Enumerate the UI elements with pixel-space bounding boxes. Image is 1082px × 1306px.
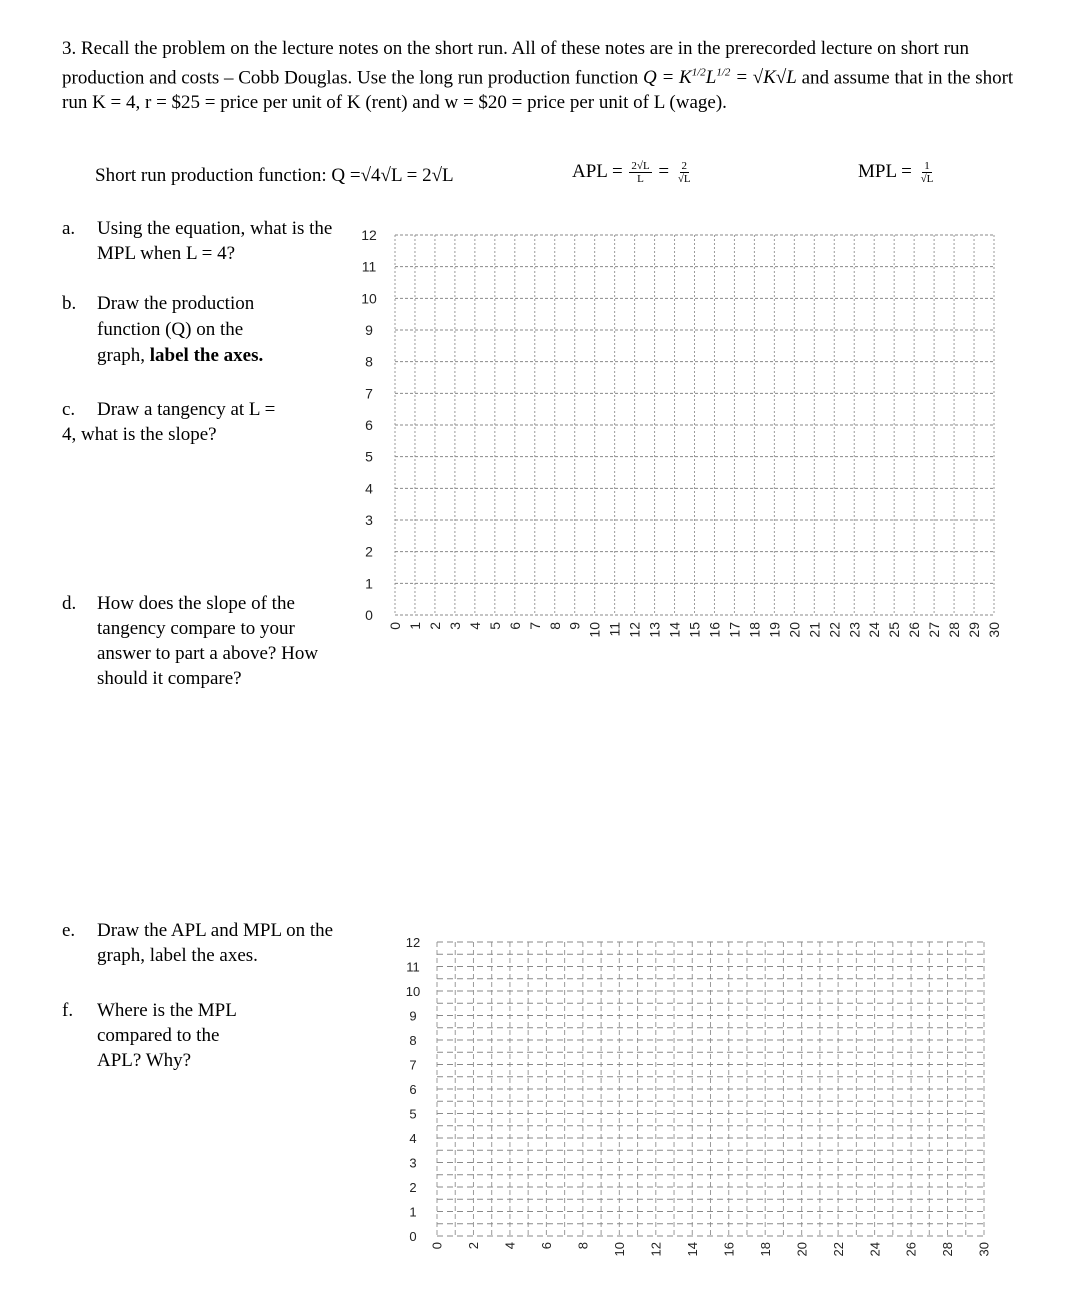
y-tick-label: 6 [365,417,373,433]
x-tick-label: 29 [966,622,983,638]
x-tick-label: 12 [626,622,643,638]
y-tick-label: 0 [365,607,373,623]
y-tick-label: 12 [405,935,421,950]
exp-half-2: 1/2 [716,67,731,79]
y-tick-label: 11 [361,258,377,275]
x-tick-label: 5 [486,622,503,630]
x-tick-label: 26 [906,622,923,638]
y-tick-label: 9 [365,322,373,338]
x-tick-label: 14 [666,622,683,638]
x-tick-label: 9 [566,622,583,630]
apl-equation: APL = $\frac{2√L}{L}$ = $\frac{2}{√L}$ [572,160,691,185]
x-tick-label: 22 [826,622,843,638]
x-tick-label: 10 [612,1242,628,1257]
x-tick-label: 15 [686,622,703,638]
sr-production-function: Short run production function: Q =√4√L = 2√L [95,165,454,186]
question-e: e. Draw the APL and MPL on the graph, label the axes. [62,920,334,966]
y-tick-label: 3 [409,1155,417,1171]
x-tick-label: 1 [407,622,424,630]
y-tick-label: 5 [409,1106,417,1122]
x-tick-label: 23 [846,622,863,638]
x-tick-label: 19 [766,622,783,638]
y-tick-label: 1 [365,575,373,592]
y-tick-label: 9 [409,1008,417,1024]
question-d: d. How does the slope of the tangency compare to your answer to part a above? How should it compare? [62,593,319,689]
y-tick-label: 6 [409,1082,417,1097]
x-tick-label: 28 [946,622,963,638]
x-tick-label: 24 [867,1242,883,1257]
x-tick-label: 16 [706,622,723,638]
problem-intro [62,36,1022,115]
y-tick-label: 8 [409,1033,417,1048]
x-tick-label: 2 [426,622,443,630]
x-tick-label: 8 [546,622,563,630]
y-tick-label: 0 [409,1229,417,1244]
x-tick-label: 6 [539,1242,555,1250]
x-tick-label: 24 [866,622,883,638]
question-b: b. Draw the production function (Q) on the graph, label the axes. [62,293,264,366]
x-tick-label: 6 [506,622,523,630]
x-tick-label: 20 [794,1242,810,1257]
y-tick-label: 2 [365,543,373,560]
x-tick-label: 28 [940,1242,956,1257]
x-tick-label: 13 [646,622,663,638]
y-tick-label: 4 [409,1131,417,1146]
x-tick-label: 12 [648,1242,664,1257]
y-tick-label: 7 [365,385,373,402]
x-tick-label: 20 [786,622,803,638]
apl-mpl-graph[interactable] [395,928,1005,1273]
x-tick-label: 18 [757,1242,773,1257]
x-tick-label: 14 [684,1242,700,1257]
x-tick-label: 11 [606,622,623,637]
y-tick-label: 3 [365,512,373,528]
question-f: f. Where is the MPL compared to the APL? Why? [62,1000,237,1071]
x-tick-label: 10 [586,622,603,638]
x-tick-label: 4 [466,622,483,630]
x-tick-label: 26 [903,1242,919,1257]
x-tick-label: 27 [926,622,943,638]
x-tick-label: 4 [502,1242,518,1250]
y-tick-label: 10 [405,984,421,999]
y-tick-label: 7 [409,1057,417,1073]
lr-function: $Q = K^{1/2}L^{1/2} = √K√L$ [643,67,797,89]
question-a: a. Using the equation, what is the MPL when L = 4? [62,218,333,264]
intro-text-1: 3. Recall the problem on the lecture notes on the short run. All of these notes are in the prerecorded lecture on short run production and costs – Cobb Douglas. Use the long run production function [62,38,969,89]
x-tick-label: 8 [575,1242,591,1250]
x-tick-label: 25 [886,622,903,638]
x-tick-label: 21 [806,622,823,638]
x-tick-label: 30 [976,1242,992,1257]
y-tick-label: 1 [409,1204,417,1220]
y-tick-label: 4 [365,480,373,497]
x-tick-label: 7 [526,622,543,630]
x-tick-label: 18 [746,622,763,638]
y-tick-label: 12 [361,227,377,243]
x-tick-label: 3 [446,622,463,630]
x-tick-label: 2 [466,1242,482,1250]
intro-text-2: and assume that in the short run K = 4, r = $25 = price per unit of K (rent) and w = $20 = price per unit of L (wage). [62,67,1014,114]
x-tick-label: 16 [721,1242,737,1257]
x-tick-label: 30 [986,622,1003,638]
y-tick-label: 5 [365,448,373,465]
y-tick-label: 10 [361,290,377,307]
x-tick-label: 17 [726,622,743,638]
x-tick-label: 22 [830,1242,846,1257]
y-tick-label: 11 [406,959,420,975]
y-tick-label: 8 [365,353,373,370]
x-tick-label: 0 [429,1242,445,1250]
question-c: c. Draw a tangency at L = 4, what is the slope? [62,399,276,445]
x-tick-label: 0 [387,622,404,630]
y-tick-label: 2 [409,1180,417,1195]
production-function-graph[interactable] [350,222,1010,662]
mpl-equation: MPL = $\frac{1}{√L}$ [858,160,934,185]
